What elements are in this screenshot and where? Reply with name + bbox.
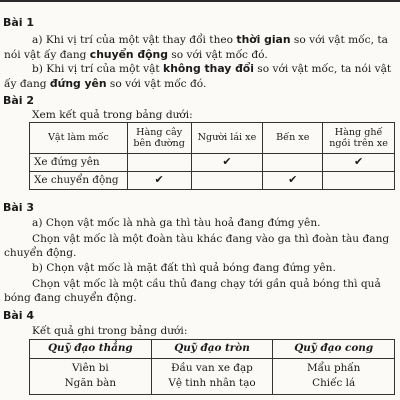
paragraph-3a: a) Chọn vật mốc là nhà ga thì tàu hoả đang đứng yên. [32,217,321,229]
check-cell: ✔ [191,154,263,172]
section-heading: Bài 2 [3,94,35,107]
trajectory-table [29,339,395,395]
paragraph-3a-cont: Chọn vật mốc là một đoàn tàu khác đang vào ga thì đoàn tàu đang chuyển động. [4,233,390,259]
section-heading: Bài 3 [3,201,35,214]
intro-text: Kết quả ghi trong bảng dưới: [32,325,188,337]
emphasis: đứng yên [49,76,107,90]
text: so với vật mốc đó. [106,77,207,90]
column-header: Quỹ đạo cong [273,340,395,359]
top-rule [0,0,400,2]
paragraph-1a [4,33,396,63]
intro-text: Xem kết quả trong bảng dưới: [32,109,193,121]
column-header: Hàng ghế ngồi trên xe [323,123,395,154]
column-header: Người lái xe [191,123,263,154]
table-cell: Viên bi [30,358,152,376]
emphasis: thời gian [236,33,291,46]
table-row [30,172,395,190]
check-cell: ✔ [127,172,191,190]
table-row [30,358,395,376]
reference-table [29,122,395,190]
table-cell: Ngăn bàn [30,376,152,394]
column-header: Bến xe [263,123,323,154]
paragraph-3b-cont: Chọn vật mốc là một cầu thủ đang chạy tới gần quả bóng thì quả bóng đang chuyển động. [4,278,381,304]
row-label: Xe đứng yên [30,154,128,172]
table-row [30,154,395,172]
text: a) Khi vị trí của một vật thay đổi theo [32,34,237,46]
check-cell: ✔ [263,172,323,190]
text: so với vật mốc, ta nói vật ấy đang [4,34,388,61]
table-row [30,376,395,394]
check-cell [263,154,323,172]
text: so với vật mốc, ta nói vật ấy đang [4,63,392,90]
check-cell [127,154,191,172]
paragraph-3b: b) Chọn vật mốc là mặt đất thì quả bóng đang đứng yên. [32,262,336,274]
emphasis: không thay đổi [163,62,254,75]
text: so với vật mốc đó. [167,48,268,61]
emphasis: chuyển động [89,47,168,61]
table-cell: Chiếc lá [273,376,395,394]
check-cell [323,172,395,190]
text: b) Khi vị trí của một vật [32,63,164,75]
check-cell: ✔ [323,154,395,172]
table-cell: Đầu van xe đạp [151,358,273,376]
table-cell: Vệ tinh nhân tạo [151,376,273,394]
check-cell [191,172,263,190]
column-header: Quỹ đạo tròn [151,340,273,359]
section-heading: Bài 4 [3,309,35,322]
row-label: Xe chuyển động [30,172,128,190]
table-cell: Mẩu phấn [273,358,395,376]
column-header: Hàng cây bên đường [127,123,191,154]
column-header: Vật làm mốc [30,123,128,154]
column-header: Quỹ đạo thẳng [30,340,152,359]
table-header-row [30,123,395,154]
section-heading: Bài 1 [3,16,35,29]
paragraph-1b [4,62,396,92]
table-header-row [30,340,395,359]
